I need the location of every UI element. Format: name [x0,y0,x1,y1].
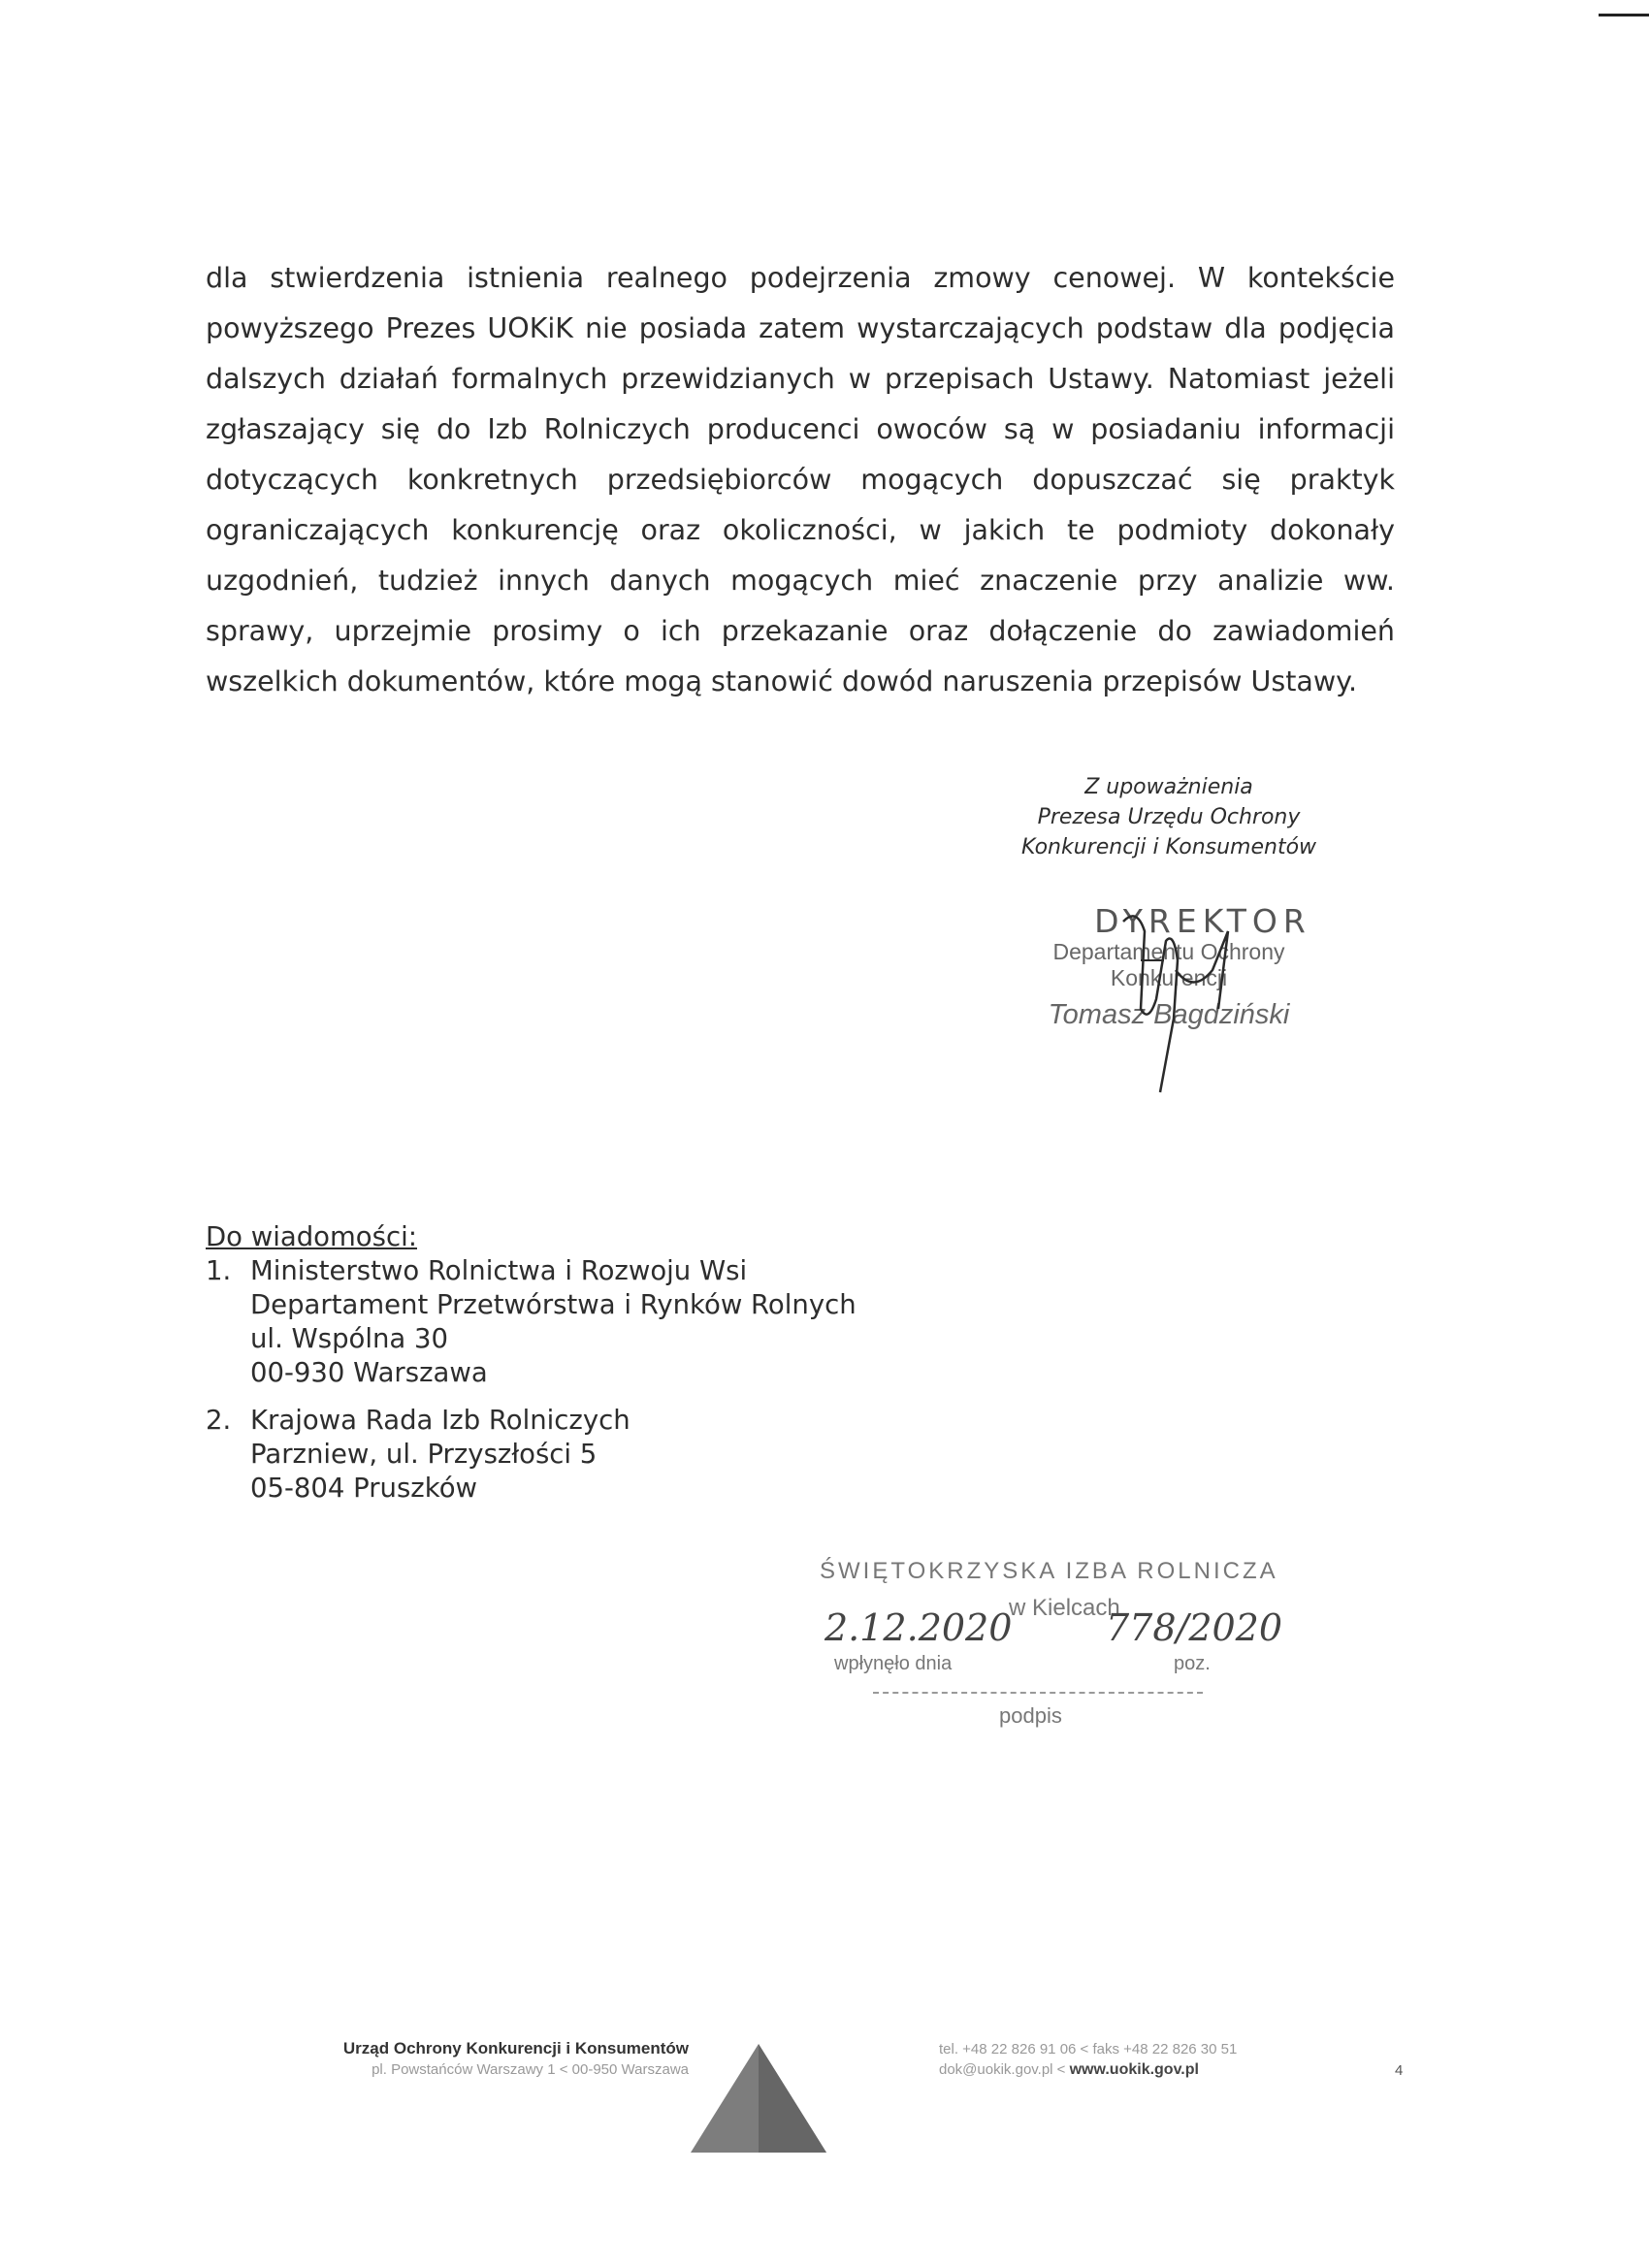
handwritten-signature [1048,902,1290,1106]
address-line: Ministerstwo Rolnictwa i Rozwoju Wsi [250,1255,748,1286]
receipt-date: 2.12.2020 [824,1606,1013,1649]
footer-web-row [939,2059,1237,2080]
item-number: 1. [206,1255,232,1286]
uokik-triangle-logo-icon [691,2044,826,2153]
address-line: Departament Przetwórstwa i Rynków Rolnych [250,1289,857,1320]
received-label: wpłynęło dnia [834,1653,953,1674]
top-edge-mark [1599,14,1649,16]
director-stamp-department: Departamentu Ochrony Konkurencji [1052,939,1285,990]
authorization-block [999,772,1339,862]
authorization-line: Z upoważnienia [1084,775,1253,799]
distribution-item [206,1254,857,1390]
footer-org-name: Urząd Ochrony Konkurencji i Konsumentów [342,2039,689,2057]
address-line: ul. Wspólna 30 [250,1323,449,1354]
sign-label: podpis [999,1703,1062,1728]
distribution-heading: Do wiadomości: [206,1221,417,1252]
item-address [250,1404,630,1506]
authorization-line: Konkurencji i Konsumentów [1020,835,1317,859]
receipt-stamp [795,1552,1339,1736]
receipt-reference: 778/2020 [1106,1606,1283,1649]
director-stamp-name: Tomasz Bagdziński [1048,999,1290,1030]
footer-contact [939,2039,1237,2080]
footer-address: pl. Powstańców Warszawy 1 < 00-950 Warszawa [372,2061,689,2078]
director-stamp-title: DYREKTOR [1094,902,1311,940]
body-paragraph: dla stwierdzenia istnienia realnego podejrzenia zmowy cenowej. W kontekście powyższego Prezes UOKiK nie posiada zatem wystarczających podstaw dla podjęcia dalszych działań formalnych przewidzianych w przepisach Ustawy. Natomiast jeżeli zgłaszający się do Izb Rolniczych producenci owoców są w posiadaniu informacji dotyczących konkretnych przedsiębiorców mogących dopuszczać się praktyk ograniczających konkurencję oraz okoliczności, w jakich te podmioty dokonały uzgodnień, tudzież innych danych mogących mieć znaczenie przy analizie ww. sprawy, uprzejmie prosimy o ich przekazanie oraz dołączenie do zawiadomień wszelkich dokumentów, które mogą stanowić dowód naruszenia przepisów Ustawy. [206,261,1395,697]
authorization-line: Prezesa Urzędu Ochrony [1037,805,1301,829]
poz-label: poz. [1174,1653,1211,1674]
page-number: 4 [1395,2062,1404,2079]
item-address [250,1254,857,1390]
footer-phones: tel. +48 22 826 91 06 < faks +48 22 826 30 51 [939,2041,1238,2057]
footer-website-link[interactable]: www.uokik.gov.pl [1069,2061,1199,2078]
receipt-stamp-city: w Kielcach [1009,1595,1120,1621]
footer-organization [291,2039,689,2078]
address-line: Krajowa Rada Izb Rolniczych [250,1405,630,1436]
item-number: 2. [206,1405,232,1436]
distribution-list [206,1220,857,1506]
address-line: Parzniew, ul. Przyszłości 5 [250,1439,598,1470]
address-line: 00-930 Warszawa [250,1357,488,1388]
distribution-item [206,1404,857,1506]
address-line: 05-804 Pruszków [250,1473,478,1504]
signature-line [873,1692,1203,1694]
footer-email: dok@uokik.gov.pl < [939,2061,1066,2078]
receipt-stamp-title: ŚWIĘTOKRZYSKA IZBA ROLNICZA [820,1558,1278,1584]
